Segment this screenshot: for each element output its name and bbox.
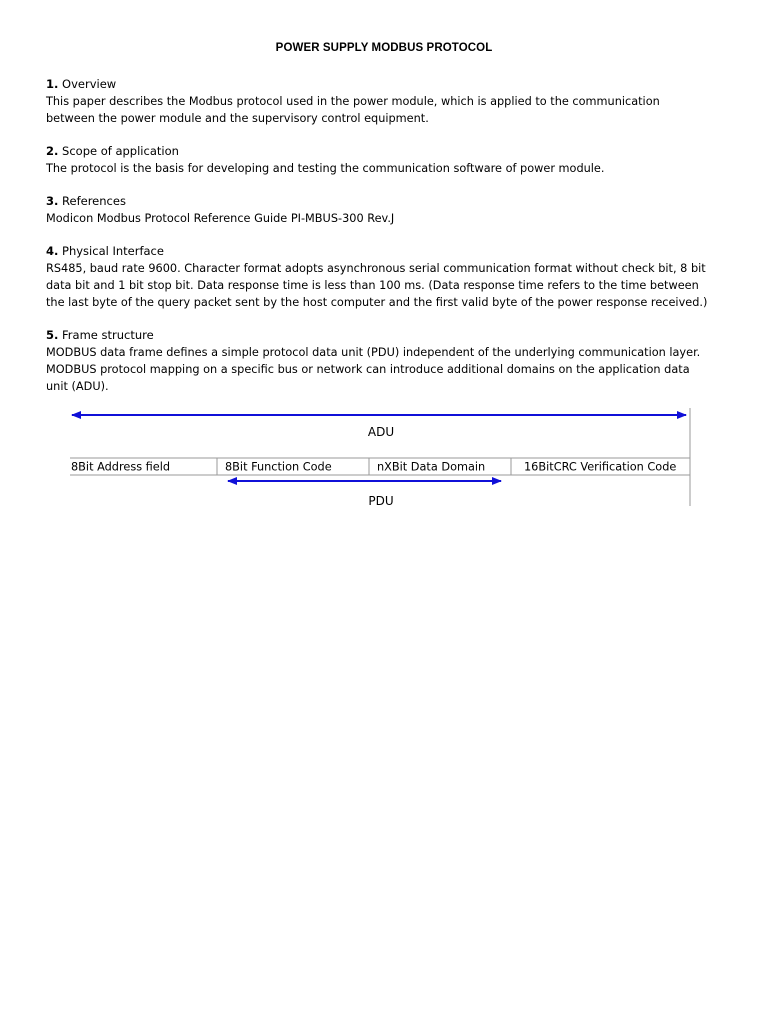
- field-function-code: 8Bit Function Code: [225, 460, 332, 474]
- section-number: 3.: [46, 194, 59, 208]
- field-address: 8Bit Address field: [71, 460, 171, 474]
- section-number: 5.: [46, 328, 59, 342]
- field-data-domain: nXBit Data Domain: [377, 460, 486, 474]
- section-number: 1.: [46, 77, 59, 91]
- section-number: 4.: [46, 244, 59, 258]
- paragraph-line: This paper describes the Modbus protocol used in the power module, which is applied to the communication: [46, 95, 660, 108]
- section-heading: [46, 193, 726, 210]
- section-overview: [46, 76, 726, 127]
- section-scope: [46, 143, 726, 177]
- paragraph-line: MODBUS data frame defines a simple protocol data unit (PDU) independent of the underlying communication layer.: [46, 346, 701, 359]
- section-heading: [46, 143, 726, 160]
- paragraph-line: MODBUS protocol mapping on a specific bus or network can introduce additional domains on the application data: [46, 363, 690, 376]
- paragraph-line: between the power module and the supervisory control equipment.: [46, 112, 429, 125]
- paragraph-line: The protocol is the basis for developing and testing the communication software of power module.: [46, 162, 605, 175]
- section-physical-interface: [46, 243, 726, 311]
- document-title: POWER SUPPLY MODBUS PROTOCOL: [275, 42, 493, 54]
- section-title: Frame structure: [62, 328, 154, 342]
- paragraph-line: the last byte of the query packet sent by the host computer and the first valid byte of the power response received.): [46, 296, 708, 309]
- pdu-label: PDU: [368, 494, 394, 508]
- section-references: [46, 193, 726, 227]
- section-title: References: [62, 194, 126, 208]
- paragraph-line: RS485, baud rate 9600. Character format adopts asynchronous serial communication format without check bit, 8 bit: [46, 262, 706, 275]
- section-heading: [46, 243, 726, 260]
- section-title: Scope of application: [62, 144, 179, 158]
- section-number: 2.: [46, 144, 59, 158]
- section-heading: [46, 327, 726, 344]
- section-frame-structure: [46, 327, 726, 395]
- section-heading: [46, 76, 726, 93]
- section-title: Physical Interface: [62, 244, 164, 258]
- field-crc: 16BitCRC Verification Code: [524, 460, 677, 474]
- paragraph-line: Modicon Modbus Protocol Reference Guide PI-MBUS-300 Rev.J: [46, 212, 395, 225]
- section-title: Overview: [62, 77, 117, 91]
- paragraph-line: data bit and 1 bit stop bit. Data response time is less than 100 ms. (Data response time refers to the time between: [46, 279, 699, 292]
- paragraph-line: unit (ADU).: [46, 380, 109, 393]
- adu-label: ADU: [367, 425, 395, 439]
